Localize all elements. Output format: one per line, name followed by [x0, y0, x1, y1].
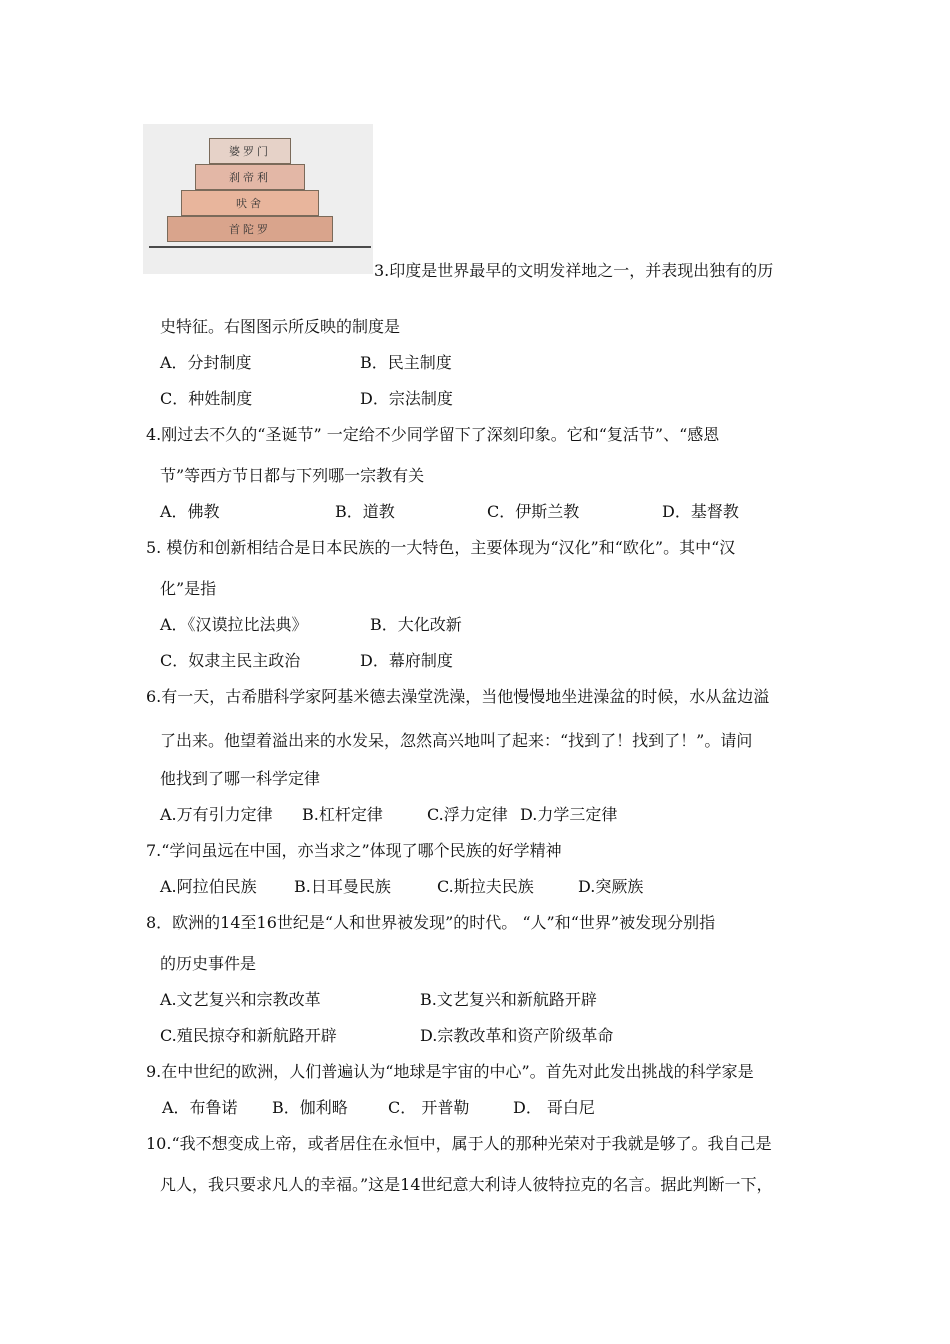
q7-option-a: A.阿拉伯民族 [160, 877, 257, 896]
q7-option-b: B.日耳曼民族 [294, 877, 391, 896]
q9-option-d: D． 哥白尼 [513, 1098, 595, 1117]
q10-text-line-2: 凡人，我只要求凡人的幸福。”这是14世纪意大利诗人彼特拉克的名言。据此判断一下， [160, 1175, 773, 1194]
q9-option-a: A．布鲁诺 [162, 1098, 238, 1117]
q6-option-d: D.力学三定律 [520, 805, 618, 824]
caste-pyramid-figure [143, 124, 373, 274]
q5-option-d: D．幕府制度 [360, 651, 453, 670]
q8-option-d: D.宗教改革和资产阶级革命 [420, 1026, 614, 1045]
q3-option-c: C．种姓制度 [160, 389, 253, 408]
q6-option-b: B.杠杆定律 [302, 805, 383, 824]
q6-text-line-1: 6.有一天，古希腊科学家阿基米德去澡堂洗澡，当他慢慢地坐进澡盆的时候，水从盆边溢 [146, 687, 770, 706]
q3-text-line-1: 3.印度是世界最早的文明发祥地之一，并表现出独有的历 [374, 261, 774, 280]
q7-option-d: D.突厥族 [578, 877, 644, 896]
q8-text-line-1: 8．欧洲的14至16世纪是“人和世界被发现”的时代。 “人”和“世界”被发现分别指 [146, 913, 716, 932]
q3-text-line-2: 史特征。右图图示所反映的制度是 [160, 317, 401, 336]
q4-text-line-2: 节”等西方节日都与下列哪一宗教有关 [160, 466, 425, 485]
q4-option-a: A．佛教 [160, 502, 220, 521]
q8-option-b: B.文艺复兴和新航路开辟 [420, 990, 597, 1009]
q5-text-line-1: 5. 模仿和创新相结合是日本民族的一大特色，主要体现为“汉化”和“欧化”。其中“汉 [146, 538, 736, 557]
pyramid-ground-line [149, 246, 371, 248]
pyramid-tier-vaishya: 吠舍 [181, 190, 319, 216]
pyramid-tier-brahmin: 婆罗门 [209, 138, 291, 164]
q3-option-b: B．民主制度 [360, 353, 452, 372]
q5-text-line-2: 化”是指 [160, 579, 217, 598]
q4-text-line-1: 4.刚过去不久的“圣诞节” 一定给不少同学留下了深刻印象。它和“复活节”、“感恩 [146, 425, 720, 444]
q5-option-b: B．大化改新 [370, 615, 462, 634]
q8-option-a: A.文艺复兴和宗教改革 [160, 990, 321, 1009]
q3-option-d: D．宗法制度 [360, 389, 453, 408]
q8-text-line-2: 的历史事件是 [160, 954, 257, 973]
q9-option-c: C． 开普勒 [388, 1098, 470, 1117]
q7-option-c: C.斯拉夫民族 [437, 877, 534, 896]
q6-option-c: C.浮力定律 [427, 805, 508, 824]
q9-text-line-1: 9.在中世纪的欧洲，人们普遍认为“地球是宇宙的中心”。首先对此发出挑战的科学家是 [146, 1062, 754, 1081]
q8-option-c: C.殖民掠夺和新航路开辟 [160, 1026, 337, 1045]
pyramid-tier-shudra: 首陀罗 [167, 216, 333, 242]
q5-option-a: A．《汉谟拉比法典》 [160, 615, 308, 634]
q6-text-line-2: 了出来。他望着溢出来的水发呆，忽然高兴地叫了起来：“找到了！找到了！”。请问 [160, 731, 753, 750]
q4-option-c: C．伊斯兰教 [487, 502, 580, 521]
q3-option-a: A．分封制度 [160, 353, 252, 372]
q6-option-a: A.万有引力定律 [160, 805, 273, 824]
q10-text-line-1: 10.“我不想变成上帝，或者居住在永恒中，属于人的那种光荣对于我就是够了。我自己是 [146, 1134, 772, 1153]
q4-option-d: D．基督教 [662, 502, 739, 521]
q9-option-b: B．伽利略 [272, 1098, 348, 1117]
q4-option-b: B．道教 [335, 502, 395, 521]
pyramid-tier-kshatriya: 刹帝利 [195, 164, 305, 190]
q6-text-line-3: 他找到了哪一科学定律 [160, 769, 321, 788]
q5-option-c: C．奴隶主民主政治 [160, 651, 301, 670]
q7-text-line-1: 7.“学问虽远在中国，亦当求之”体现了哪个民族的好学精神 [146, 841, 562, 860]
